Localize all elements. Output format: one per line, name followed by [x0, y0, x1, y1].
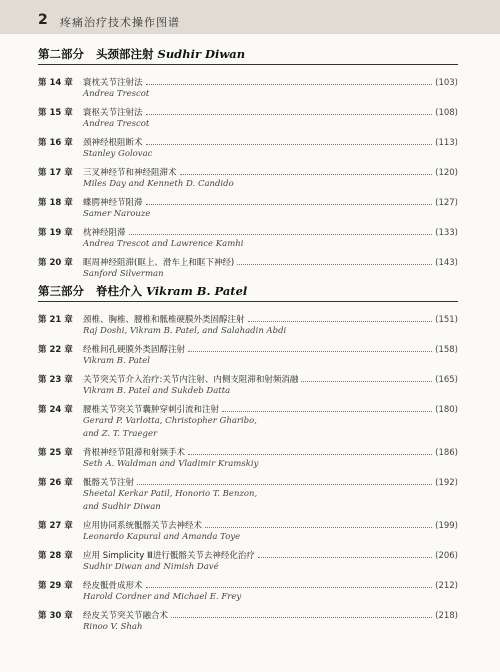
chapter-row[interactable] [38, 368, 458, 385]
chapter-number: 第 29 章 [38, 581, 73, 591]
chapter-title: 寰枕关节注射法 [83, 78, 143, 88]
part-title: 脊柱介入 [96, 284, 142, 298]
part-number: 第三部分 [38, 284, 84, 298]
chapter-row[interactable] [38, 574, 458, 591]
chapter-title: 骶髂关节注射 [83, 478, 135, 488]
toc-entry [38, 574, 458, 604]
chapter-title: 眶周神经阻滞(眶上、滑车上和眶下神经) [83, 258, 235, 268]
chapter-page: (133) [435, 228, 458, 238]
toc-entry [38, 544, 458, 574]
chapter-number: 第 23 章 [38, 375, 73, 385]
toc-entry [38, 161, 458, 191]
chapter-number: 第 28 章 [38, 551, 73, 561]
part-header [38, 283, 458, 302]
chapter-page: (180) [435, 405, 458, 415]
dot-leader [146, 83, 433, 85]
chapter-page: (165) [435, 375, 458, 385]
dot-leader [237, 263, 432, 265]
chapter-title: 枕神经阻滞 [83, 228, 126, 238]
chapter-authors: and Sudhir Diwan [83, 502, 161, 512]
toc-entry [38, 131, 458, 161]
part-number: 第二部分 [38, 47, 84, 61]
chapter-number: 第 17 章 [38, 168, 73, 178]
chapter-number: 第 21 章 [38, 315, 73, 325]
part-title: 头颈部注射 [96, 47, 154, 61]
dot-leader [146, 586, 433, 588]
chapter-page: (206) [435, 551, 458, 561]
chapter-title: 关节突关节介入治疗:关节内注射、内侧支阻滞和射频消融 [83, 375, 299, 385]
part-section [38, 283, 458, 634]
toc-entry [38, 251, 458, 281]
dot-leader [146, 203, 433, 205]
part-editor: Sudhir Diwan [157, 47, 246, 61]
chapter-row[interactable] [38, 71, 458, 88]
chapter-authors: Stanley Golovac [83, 149, 153, 159]
chapter-authors: Samer Narouze [83, 209, 151, 219]
chapter-row[interactable] [38, 338, 458, 355]
chapter-number: 第 16 章 [38, 138, 73, 148]
dot-leader [180, 173, 433, 175]
chapter-title: 腰椎关节突关节囊肿穿刺引流和注射 [83, 405, 220, 415]
dot-leader [258, 556, 432, 558]
chapter-list [38, 308, 458, 634]
chapter-number: 第 20 章 [38, 258, 73, 268]
chapter-authors: Miles Day and Kenneth D. Candido [83, 179, 234, 189]
toc-entry [38, 71, 458, 101]
part-header [38, 46, 458, 65]
chapter-authors: and Z. T. Traeger [83, 429, 158, 439]
chapter-authors: Sanford Silverman [83, 269, 164, 279]
running-header [0, 0, 500, 34]
chapter-authors: Sudhir Diwan and Nimish Davé [83, 562, 219, 572]
chapter-number: 第 30 章 [38, 611, 73, 621]
chapter-title: 蝶腭神经节阻滞 [83, 198, 143, 208]
page-number: 2 [38, 12, 48, 28]
chapter-page: (143) [435, 258, 458, 268]
dot-leader [146, 143, 433, 145]
part-section [38, 46, 458, 281]
toc-entry [38, 398, 458, 441]
toc-entry [38, 101, 458, 131]
chapter-title: 经皮关节突关节融合术 [83, 611, 169, 621]
chapter-number: 第 24 章 [38, 405, 73, 415]
dot-leader [301, 380, 432, 382]
dot-leader [188, 350, 432, 352]
toc-entry [38, 221, 458, 251]
toc-entry [38, 308, 458, 338]
dot-leader [146, 113, 433, 115]
chapter-number: 第 14 章 [38, 78, 73, 88]
chapter-page: (120) [435, 168, 458, 178]
chapter-number: 第 15 章 [38, 108, 73, 118]
chapter-row[interactable] [38, 544, 458, 561]
chapter-page: (186) [435, 448, 458, 458]
book-title: 疼痛治疗技术操作图谱 [60, 16, 180, 29]
dot-leader [171, 616, 432, 618]
part-editor: Vikram B. Patel [146, 284, 248, 298]
chapter-number: 第 27 章 [38, 521, 73, 531]
chapter-number: 第 26 章 [38, 478, 73, 488]
dot-leader [222, 410, 432, 412]
chapter-authors: Rinoo V. Shah [83, 622, 143, 632]
chapter-row[interactable] [38, 441, 458, 458]
chapter-authors: Seth A. Waldman and Vladimir Kramskiy [83, 459, 259, 469]
chapter-row[interactable] [38, 161, 458, 178]
chapter-authors: Raj Doshi, Vikram B. Patel, and Salahadin Abdi [83, 326, 287, 336]
chapter-page: (103) [435, 78, 458, 88]
chapter-title: 三叉神经节和神经阻滞术 [83, 168, 177, 178]
chapter-row[interactable] [38, 131, 458, 148]
toc-entry [38, 338, 458, 368]
chapter-page: (108) [435, 108, 458, 118]
chapter-number: 第 22 章 [38, 345, 73, 355]
chapter-title: 经皮骶骨成形术 [83, 581, 143, 591]
chapter-title: 应用 Simplicity Ⅲ进行骶髂关节去神经化治疗 [83, 551, 255, 561]
chapter-row[interactable] [38, 398, 458, 415]
chapter-number: 第 18 章 [38, 198, 73, 208]
chapter-authors: Vikram B. Patel and Sukdeb Datta [83, 386, 231, 396]
chapter-page: (151) [435, 315, 458, 325]
chapter-page: (218) [435, 611, 458, 621]
chapter-page: (158) [435, 345, 458, 355]
chapter-authors: Harold Cordner and Michael E. Frey [83, 592, 242, 602]
chapter-page: (199) [435, 521, 458, 531]
chapter-number: 第 25 章 [38, 448, 73, 458]
chapter-row[interactable] [38, 514, 458, 531]
chapter-authors: Andrea Trescot and Lawrence Kamhi [83, 239, 244, 249]
chapter-authors: Leonardo Kapural and Amanda Toye [83, 532, 241, 542]
dot-leader [205, 526, 432, 528]
dot-leader [248, 320, 433, 322]
chapter-title: 寰枢关节注射法 [83, 108, 143, 118]
chapter-authors: Vikram B. Patel [83, 356, 150, 366]
toc-entry [38, 191, 458, 221]
toc-entry [38, 471, 458, 514]
chapter-authors: Gerard P. Varlotta, Christopher Gharibo, [83, 416, 257, 426]
chapter-page: (127) [435, 198, 458, 208]
chapter-row[interactable] [38, 101, 458, 118]
chapter-authors: Andrea Trescot [83, 119, 150, 129]
chapter-page: (192) [435, 478, 458, 488]
chapter-title: 颈椎、胸椎、腰椎和骶椎硬膜外类固醇注射 [83, 315, 245, 325]
chapter-title: 经椎间孔硬膜外类固醇注射 [83, 345, 186, 355]
chapter-number: 第 19 章 [38, 228, 73, 238]
chapter-authors: Sheetal Kerkar Patil, Honorio T. Benzon, [83, 489, 258, 499]
chapter-row[interactable] [38, 251, 458, 268]
chapter-authors: Andrea Trescot [83, 89, 150, 99]
chapter-title: 背根神经节阻滞和射频手术 [83, 448, 186, 458]
dot-leader [137, 483, 432, 485]
chapter-page: (113) [435, 138, 458, 148]
chapter-page: (212) [435, 581, 458, 591]
chapter-title: 应用协同系统骶髂关节去神经术 [83, 521, 203, 531]
toc-entry [38, 604, 458, 634]
chapter-list [38, 71, 458, 281]
chapter-row[interactable] [38, 191, 458, 208]
chapter-row[interactable] [38, 308, 458, 325]
toc-entry [38, 441, 458, 471]
dot-leader [188, 453, 432, 455]
toc-entry [38, 514, 458, 544]
toc-entry [38, 368, 458, 398]
chapter-row[interactable] [38, 604, 458, 621]
dot-leader [129, 233, 433, 235]
chapter-title: 颈神经根阻断术 [83, 138, 143, 148]
chapter-row[interactable] [38, 471, 458, 488]
chapter-row[interactable] [38, 221, 458, 238]
